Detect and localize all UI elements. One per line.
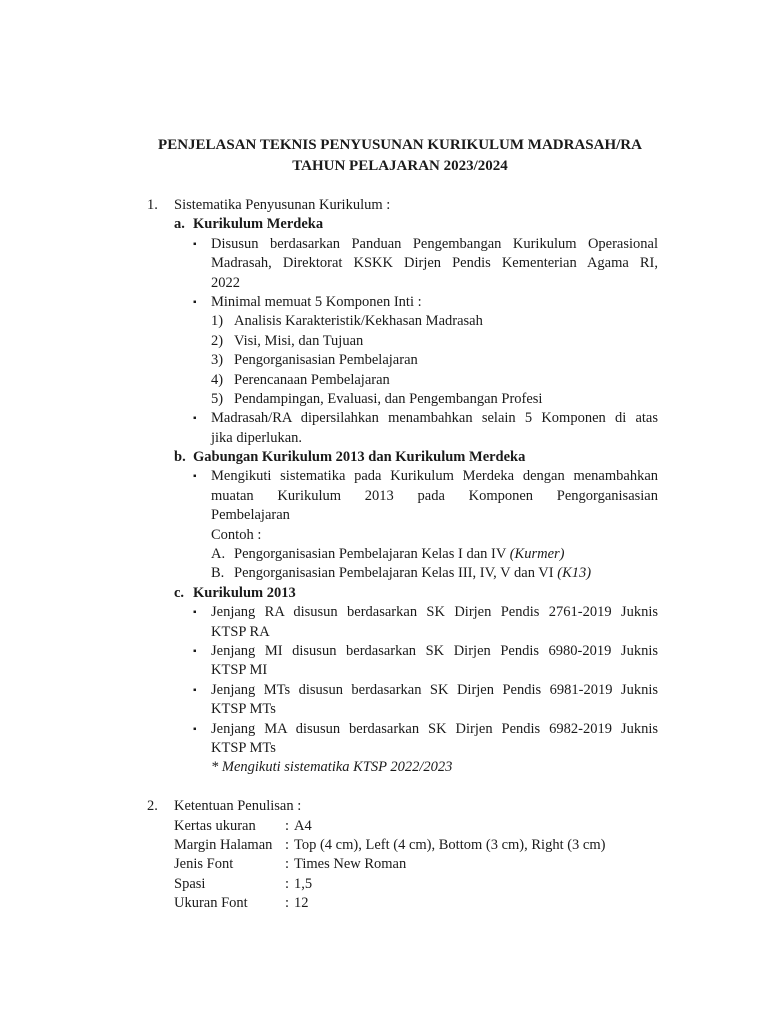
bullet-icon: ▪ <box>193 238 197 250</box>
item-number: 4) <box>211 371 224 388</box>
paragraph-line: KTSP MTs <box>211 701 276 718</box>
subsection-title: Kurikulum Merdeka <box>193 216 324 233</box>
list-item-continued <box>0 429 768 448</box>
list-item <box>0 409 768 428</box>
paragraph-line: muatan Kurikulum 2013 pada Komponen Pengorganisasian <box>211 487 658 504</box>
spec-label: Spasi <box>174 875 206 892</box>
paragraph-line: Madrasah/RA dipersilahkan menambahkan selain 5 Komponen di atas <box>211 410 658 427</box>
section-number: 2. <box>147 798 158 815</box>
spec-row <box>0 894 768 913</box>
list-item <box>0 235 768 254</box>
item-text: Visi, Misi, dan Tujuan <box>234 332 364 349</box>
subsection-b-heading <box>0 448 768 467</box>
example-item <box>0 545 768 564</box>
item-text <box>234 545 564 564</box>
item-text: Pendampingan, Evaluasi, dan Pengembangan Profesi <box>234 390 543 407</box>
bullet-icon: ▪ <box>193 684 197 696</box>
subsection-a-heading <box>0 215 768 234</box>
example-note: (K13) <box>557 565 592 582</box>
example-text: Pengorganisasian Pembelajaran Kelas I dan IV <box>234 546 510 563</box>
spec-label: Margin Halaman <box>174 836 273 853</box>
list-item-continued <box>0 274 768 293</box>
example-label-row <box>0 526 768 545</box>
paragraph-line: Pembelajaran <box>211 507 290 524</box>
item-number: 3) <box>211 352 224 369</box>
numbered-item <box>0 312 768 331</box>
spec-colon: : <box>285 856 290 873</box>
spec-colon: : <box>285 875 290 892</box>
list-item-continued <box>0 623 768 642</box>
numbered-item <box>0 351 768 370</box>
spec-row <box>0 875 768 894</box>
section-1-heading <box>0 196 768 215</box>
subsection-letter: b. <box>174 449 186 466</box>
list-item <box>0 681 768 700</box>
item-text <box>234 564 591 583</box>
item-letter: A. <box>211 546 226 563</box>
spec-value: 12 <box>294 895 309 912</box>
example-item <box>0 564 768 583</box>
subsection-c-heading <box>0 584 768 603</box>
paragraph-line: KTSP MI <box>211 662 268 679</box>
example-note: (Kurmer) <box>509 546 565 563</box>
subsection-letter: a. <box>174 216 185 233</box>
subsection-title: Kurikulum 2013 <box>193 584 296 601</box>
title-line-2: TAHUN PELAJARAN 2023/2024 <box>292 158 508 174</box>
document-title <box>0 135 768 177</box>
note-row <box>0 758 768 777</box>
spec-label: Ukuran Font <box>174 895 248 912</box>
list-item <box>0 467 768 486</box>
spec-label: Kertas ukuran <box>174 817 256 834</box>
list-item <box>0 603 768 622</box>
spec-value: 1,5 <box>294 875 313 892</box>
item-letter: B. <box>211 565 225 582</box>
paragraph-line: Jenjang MA disusun berdasarkan SK Dirjen Pendis 6982-2019 Juknis <box>211 720 658 737</box>
spec-value: A4 <box>294 817 312 834</box>
item-number: 5) <box>211 390 224 407</box>
numbered-item <box>0 390 768 409</box>
footnote: * Mengikuti sistematika KTSP 2022/2023 <box>211 759 453 776</box>
list-item <box>0 720 768 739</box>
spec-colon: : <box>285 836 290 853</box>
paragraph-line: KTSP MTs <box>211 739 276 756</box>
item-text: Analisis Karakteristik/Kekhasan Madrasah <box>234 313 483 330</box>
paragraph-line: Jenjang RA disusun berdasarkan SK Dirjen Pendis 2761-2019 Juknis <box>211 604 658 621</box>
paragraph-line: Jenjang MI disusun berdasarkan SK Dirjen Pendis 6980-2019 Juknis <box>211 642 658 659</box>
title-line-1: PENJELASAN TEKNIS PENYUSUNAN KURIKULUM MADRASAH/RA <box>158 137 642 153</box>
paragraph-line: Disusun berdasarkan Panduan Pengembangan Kurikulum Operasional <box>211 235 658 252</box>
list-item-continued <box>0 487 768 506</box>
paragraph-line: Jenjang MTs disusun berdasarkan SK Dirjen Pendis 6981-2019 Juknis <box>211 681 658 698</box>
spec-label: Jenis Font <box>174 856 234 873</box>
example-label: Contoh : <box>211 526 262 543</box>
spec-row <box>0 817 768 836</box>
spec-colon: : <box>285 817 290 834</box>
bullet-icon: ▪ <box>193 413 197 425</box>
bullet-icon: ▪ <box>193 723 197 735</box>
section-title: Sistematika Penyusunan Kurikulum : <box>174 197 391 213</box>
document-body <box>0 196 768 913</box>
section-title: Ketentuan Penulisan : <box>174 798 302 815</box>
paragraph-line: 2022 <box>211 274 240 291</box>
list-item-continued <box>0 661 768 680</box>
list-item-continued <box>0 506 768 525</box>
bullet-icon: ▪ <box>193 645 197 657</box>
list-item-continued <box>0 739 768 758</box>
item-text: Perencanaan Pembelajaran <box>234 371 390 388</box>
bullet-icon: ▪ <box>193 296 197 308</box>
section-number: 1. <box>147 197 158 213</box>
subsection-letter: c. <box>174 584 185 601</box>
spec-row <box>0 836 768 855</box>
spec-value: Times New Roman <box>294 856 407 873</box>
list-item <box>0 293 768 312</box>
example-text: Pengorganisasian Pembelajaran Kelas III, IV, V dan VI <box>234 565 558 582</box>
spec-row <box>0 855 768 874</box>
item-number: 1) <box>211 313 224 330</box>
list-item-continued <box>0 254 768 273</box>
spec-value: Top (4 cm), Left (4 cm), Bottom (3 cm), Right (3 cm) <box>294 836 606 853</box>
section-2-heading <box>0 797 768 816</box>
paragraph-line: jika diperlukan. <box>211 429 303 446</box>
numbered-item <box>0 332 768 351</box>
numbered-item <box>0 371 768 390</box>
paragraph-line: Madrasah, Direktorat KSKK Dirjen Pendis Kementerian Agama RI, <box>211 255 658 272</box>
bullet-icon: ▪ <box>193 471 197 483</box>
paragraph-line: Mengikuti sistematika pada Kurikulum Merdeka dengan menambahkan <box>211 468 658 485</box>
spec-colon: : <box>285 895 290 912</box>
list-item-continued <box>0 700 768 719</box>
item-text: Pengorganisasian Pembelajaran <box>234 352 418 369</box>
subsection-title: Gabungan Kurikulum 2013 dan Kurikulum Merdeka <box>193 449 526 466</box>
list-item <box>0 642 768 661</box>
paragraph-line: Minimal memuat 5 Komponen Inti : <box>211 293 422 310</box>
item-number: 2) <box>211 332 224 349</box>
bullet-icon: ▪ <box>193 607 197 619</box>
paragraph-line: KTSP RA <box>211 623 270 640</box>
